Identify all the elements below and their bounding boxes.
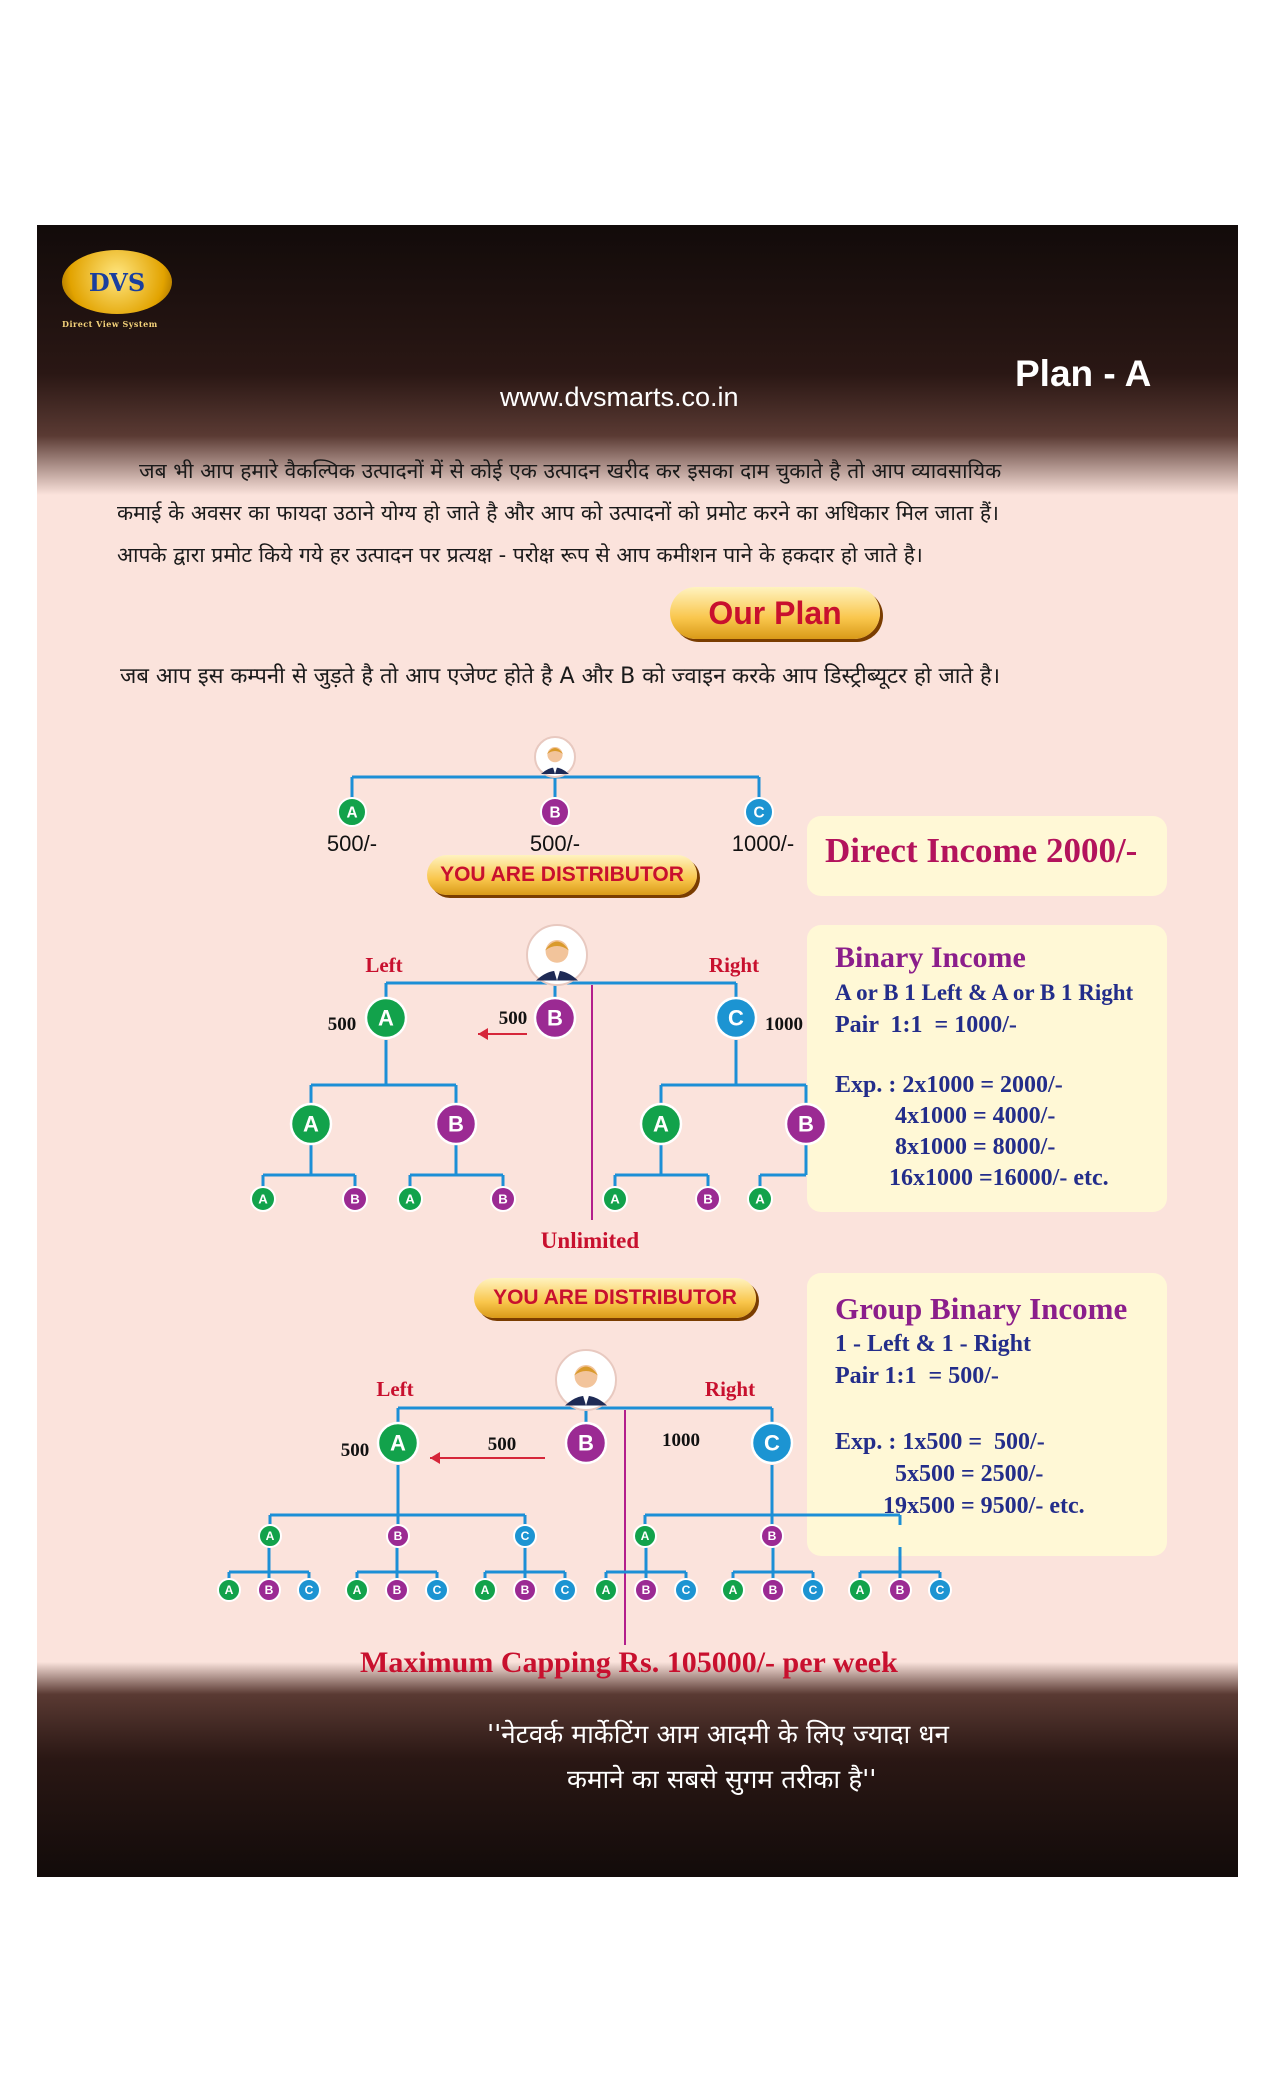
group-binary-title: Group Binary Income (835, 1291, 1128, 1326)
binary-example-3: 8x1000 = 8000/- (835, 1134, 1056, 1160)
svg-text:B: B (641, 1583, 651, 1598)
amount-a: 500 (327, 1014, 357, 1035)
svg-text:C: C (432, 1583, 442, 1598)
node-c (426, 1579, 448, 1601)
node-a (641, 1104, 681, 1144)
svg-text:A: A (258, 1191, 268, 1207)
person-avatar-icon (556, 1350, 616, 1410)
svg-text:A: A (601, 1583, 611, 1598)
svg-text:A: A (640, 1529, 650, 1544)
svg-text:B: B (768, 1583, 778, 1598)
node-b (491, 1187, 515, 1211)
arrow-left-icon (478, 1028, 488, 1040)
svg-text:B: B (703, 1191, 713, 1207)
binary-example-4: 16x1000 =16000/- etc. (835, 1165, 1109, 1191)
binary-income-title: Binary Income (835, 941, 1026, 974)
intro-line-1: जब भी आप हमारे वैकल्पिक उत्पादनों में से कोई एक उत्पादन खरीद कर इसका दाम चुकाते है तो आप व्यावसायिक (139, 459, 1002, 483)
tree1-amount: 1000/- (731, 831, 795, 856)
node-b (889, 1579, 911, 1601)
node-b (635, 1579, 657, 1601)
node-b (436, 1104, 476, 1144)
node-c (752, 1423, 792, 1463)
svg-text:C: C (560, 1583, 570, 1598)
logo-subtitle: Direct View System (62, 319, 158, 329)
svg-text:A: A (390, 1430, 406, 1456)
svg-text:A: A (303, 1111, 319, 1137)
amount-b: 500 (487, 1434, 517, 1455)
maximum-capping: Maximum Capping Rs. 105000/- per week (360, 1646, 898, 1679)
amount-c: 1000 (765, 1014, 803, 1035)
node-a (338, 798, 366, 826)
binary-income-line-2: Pair 1:1 = 1000/- (835, 1012, 1017, 1038)
svg-text:C: C (753, 804, 765, 822)
node-c (554, 1579, 576, 1601)
node-b (541, 798, 569, 826)
node-a (346, 1579, 368, 1601)
svg-text:A: A (755, 1191, 765, 1207)
node-a (398, 1187, 422, 1211)
person-avatar-icon (535, 737, 575, 777)
svg-text:A: A (224, 1583, 234, 1598)
svg-text:B: B (549, 804, 561, 822)
left-label: Left (365, 953, 403, 977)
node-a (291, 1104, 331, 1144)
svg-text:B: B (520, 1583, 530, 1598)
svg-text:A: A (855, 1583, 865, 1598)
quote-line-1: ''नेटवर्क मार्केटिंग आम आदमी के लिए ज्यादा धन (487, 1720, 949, 1750)
distributor-badge-2: YOU ARE DISTRIBUTOR (474, 1278, 756, 1318)
right-label: Right (704, 1377, 756, 1401)
group-binary-example-1: Exp. : 1x500 = 500/- (835, 1429, 1045, 1455)
binary-income-line-1: A or B 1 Left & A or B 1 Right (835, 980, 1134, 1005)
left-label: Left (376, 1377, 414, 1401)
node-b (696, 1187, 720, 1211)
amount-b: 500 (498, 1008, 528, 1029)
distributor-badge-1: YOU ARE DISTRIBUTOR (427, 855, 697, 895)
svg-text:C: C (808, 1583, 818, 1598)
arrow-left-icon (430, 1452, 440, 1464)
amount-c: 1000 (662, 1430, 700, 1451)
svg-text:A: A (346, 804, 358, 822)
node-a (259, 1525, 281, 1547)
svg-text:B: B (392, 1583, 402, 1598)
svg-text:A: A (405, 1191, 415, 1207)
svg-text:A: A (265, 1529, 275, 1544)
svg-text:C: C (935, 1583, 945, 1598)
intro-line-2: कमाई के अवसर का फायदा उठाने योग्य हो जाते है और आप को उत्पादनों को प्रमोट करने का अधिकार मिल जाता हैं। (117, 501, 1000, 525)
direct-income-text: Direct Income 2000/- (825, 831, 1138, 870)
node-c (298, 1579, 320, 1601)
svg-text:A: A (378, 1005, 394, 1031)
svg-text:A: A (352, 1583, 362, 1598)
svg-text:B: B (895, 1583, 905, 1598)
node-c (514, 1525, 536, 1547)
node-b (761, 1525, 783, 1547)
node-a (218, 1579, 240, 1601)
svg-text:B: B (547, 1005, 563, 1031)
node-a (603, 1187, 627, 1211)
node-a (849, 1579, 871, 1601)
node-b (566, 1423, 606, 1463)
group-binary-line-1: 1 - Left & 1 - Right (835, 1331, 1031, 1357)
node-c (716, 998, 756, 1038)
svg-text:B: B (498, 1191, 508, 1207)
node-b (386, 1579, 408, 1601)
svg-text:B: B (264, 1583, 274, 1598)
node-a (748, 1187, 772, 1211)
node-b (258, 1579, 280, 1601)
tree1-amount: 500/- (326, 831, 378, 856)
svg-text:C: C (520, 1529, 530, 1544)
node-c (675, 1579, 697, 1601)
intro-line-3: आपके द्वारा प्रमोट किये गये हर उत्पादन पर प्रत्यक्ष - परोक्ष रूप से आप कमीशन पाने के हकदार हो जाते है। (117, 543, 923, 567)
svg-text:A: A (610, 1191, 620, 1207)
node-a (595, 1579, 617, 1601)
node-a (251, 1187, 275, 1211)
node-b (535, 998, 575, 1038)
group-binary-example-2: 5x500 = 2500/- (835, 1461, 1044, 1487)
svg-text:C: C (681, 1583, 691, 1598)
tree-nodes (218, 737, 951, 1601)
binary-example-1: Exp. : 2x1000 = 2000/- (835, 1072, 1063, 1098)
svg-text:C: C (304, 1583, 314, 1598)
svg-text:B: B (798, 1111, 814, 1137)
group-binary-line-2: Pair 1:1 = 500/- (835, 1363, 999, 1389)
svg-text:C: C (764, 1430, 780, 1456)
svg-text:C: C (728, 1005, 744, 1031)
tree1-amount: 500/- (529, 831, 581, 856)
node-c (745, 798, 773, 826)
svg-text:A: A (653, 1111, 669, 1137)
svg-text:B: B (350, 1191, 360, 1207)
group-binary-example-3: 19x500 = 9500/- etc. (835, 1493, 1085, 1519)
node-a (722, 1579, 744, 1601)
plan-title: Plan - A (1015, 353, 1152, 394)
node-a (474, 1579, 496, 1601)
quote-line-2: कमाने का सबसे सुगम तरीका है'' (567, 1765, 877, 1795)
person-avatar-icon (527, 925, 587, 985)
tree-lines (229, 760, 940, 1645)
node-a (366, 998, 406, 1038)
svg-text:B: B (448, 1111, 464, 1137)
node-b (762, 1579, 784, 1601)
logo-text: DVS (88, 267, 146, 297)
website-url: www.dvsmarts.co.in (500, 382, 739, 412)
node-b (387, 1525, 409, 1547)
node-c (929, 1579, 951, 1601)
svg-text:B: B (393, 1529, 403, 1544)
node-a (378, 1423, 418, 1463)
our-plan-description: जब आप इस कम्पनी से जुड़ते है तो आप एजेण्ट होते है A और B को ज्वाइन करके आप डिस्ट्रीब्यूटर हो जाते है। (120, 664, 1001, 689)
node-b (786, 1104, 826, 1144)
binary-example-2: 4x1000 = 4000/- (835, 1103, 1056, 1129)
unlimited-label: Unlimited (540, 1228, 640, 1253)
node-a (634, 1525, 656, 1547)
svg-text:A: A (480, 1583, 490, 1598)
node-b (514, 1579, 536, 1601)
svg-text:A: A (728, 1583, 738, 1598)
svg-text:B: B (578, 1430, 594, 1456)
amount-a: 500 (340, 1440, 370, 1461)
our-plan-badge: Our Plan (670, 587, 880, 639)
svg-text:B: B (767, 1529, 777, 1544)
node-c (802, 1579, 824, 1601)
node-b (343, 1187, 367, 1211)
right-label: Right (708, 953, 760, 977)
